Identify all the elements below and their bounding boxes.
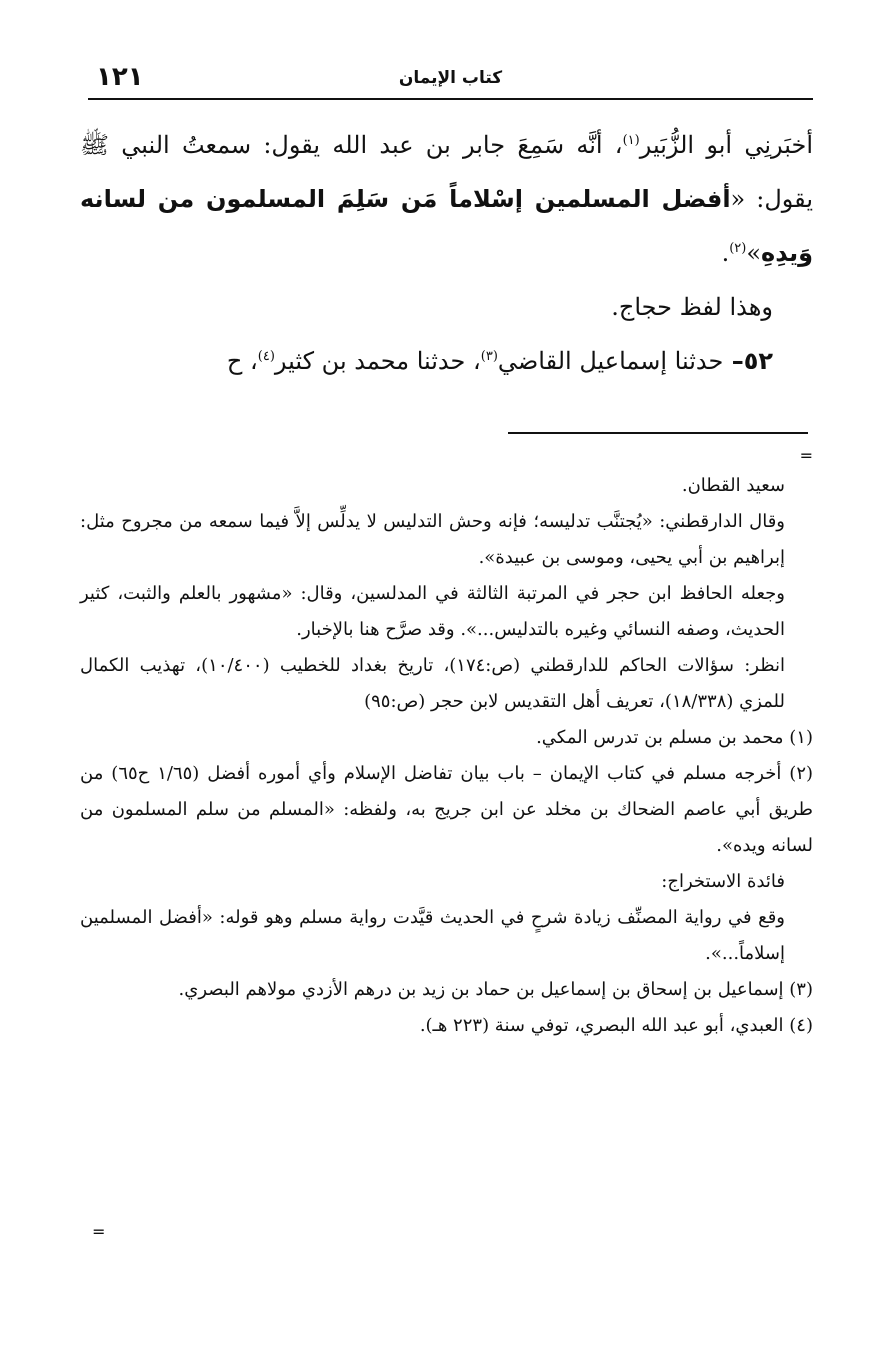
- wording-note: وهذا لفظ حجاج.: [611, 293, 773, 321]
- footnote-3: (٣) إسماعيل بن إسحاق بن إسماعيل بن حماد بن زيد بن درهم الأزدي مولاهم البصري.: [178, 979, 813, 1000]
- footnote-ref-1: (١): [622, 133, 640, 148]
- footnotes: [80, 468, 813, 1044]
- hadith-number: ٥٢–: [723, 347, 773, 375]
- sentence-end: .: [721, 239, 730, 267]
- footnote-1: (١) محمد بن مسلم بن تدرس المكي.: [536, 727, 813, 748]
- quote-open: يقول: «: [730, 185, 813, 213]
- narrator-text: أخبَرنِي أبو الزُّبَير: [639, 131, 814, 159]
- footnote-4: (٤) العبدي، أبو عبد الله البصري، توفي سنة (٢٢٣ هـ).: [419, 1015, 813, 1036]
- hadith-52-chain: [80, 334, 813, 388]
- footnote-continued: انظر: سؤالات الحاكم للدارقطني (ص:١٧٤)، تاريخ بغداد للخطيب (١٠/٤٠٠)، تهذيب الكمال للمزي (١٨/٣٣٨)، تعريف أهل التقديس لابن حجر (ص:٩٥): [80, 655, 785, 712]
- continuation-mark-bottom: =: [92, 1222, 106, 1241]
- hadith-chain-paragraph: [80, 118, 813, 280]
- footnote-continued: سعيد القطان.: [681, 475, 785, 496]
- chain-text-c: ، ح: [226, 347, 258, 375]
- chain-text-b: ، حدثنا محمد بن كثير: [274, 347, 481, 375]
- page-header: [88, 62, 813, 100]
- chain-text-a: حدثنا إسماعيل القاضي: [497, 347, 724, 375]
- main-text: [80, 118, 813, 388]
- quote-close: »: [746, 239, 762, 267]
- narration-text: ، أنَّه سَمِعَ جابر بن عبد الله يقول: سمعتُ النبي ﷺ: [80, 131, 623, 159]
- footnote-2-benefit-label: فائدة الاستخراج:: [661, 871, 785, 892]
- footnote-continued: وقال الدارقطني: «يُجتنَّب تدليسه؛ فإنه وحش التدليس لا يدلِّس إلاَّ فيما سمعه من مجروح مثل: إبراهيم بن أبي يحيى، وموسى بن عبيدة».: [80, 511, 785, 568]
- book-title: كتاب الإيمان: [398, 68, 503, 88]
- footnote-2: (٢) أخرجه مسلم في كتاب الإيمان – باب بيان تفاضل الإسلام وأي أموره أفضل (١/٦٥ ح٦٥) من طريق أبي عاصم الضحاك بن مخلد عن ابن جريج به، ولفظه: «المسلم من سلم المسلمون من لسانه ويده».: [80, 763, 814, 856]
- footnote-2-benefit: وقع في رواية المصنِّف زيادة شرحٍ في الحديث قيَّدت رواية مسلم وهو قوله: «أفضل المسلمين إسلاماً...».: [80, 907, 785, 964]
- footnote-continued: وجعله الحافظ ابن حجر في المرتبة الثالثة في المدلسين، وقال: «مشهور بالعلم والثبت، كثير الحديث، وصفه النسائي وغيره بالتدليس...». وقد صرَّح هنا بالإخبار.: [80, 583, 785, 640]
- hadith-matn: أفضل المسلمين إسْلاماً مَن سَلِمَ المسلمون من لسانه وَيدِهِ: [80, 185, 813, 267]
- continuation-mark-top: =: [799, 446, 813, 465]
- footnote-ref-4: (٤): [257, 349, 275, 364]
- footnote-divider: [508, 432, 808, 434]
- footnote-ref-2: (٢): [729, 241, 747, 256]
- footnote-ref-3: (٣): [480, 349, 498, 364]
- page-number: ١٢١: [96, 62, 144, 92]
